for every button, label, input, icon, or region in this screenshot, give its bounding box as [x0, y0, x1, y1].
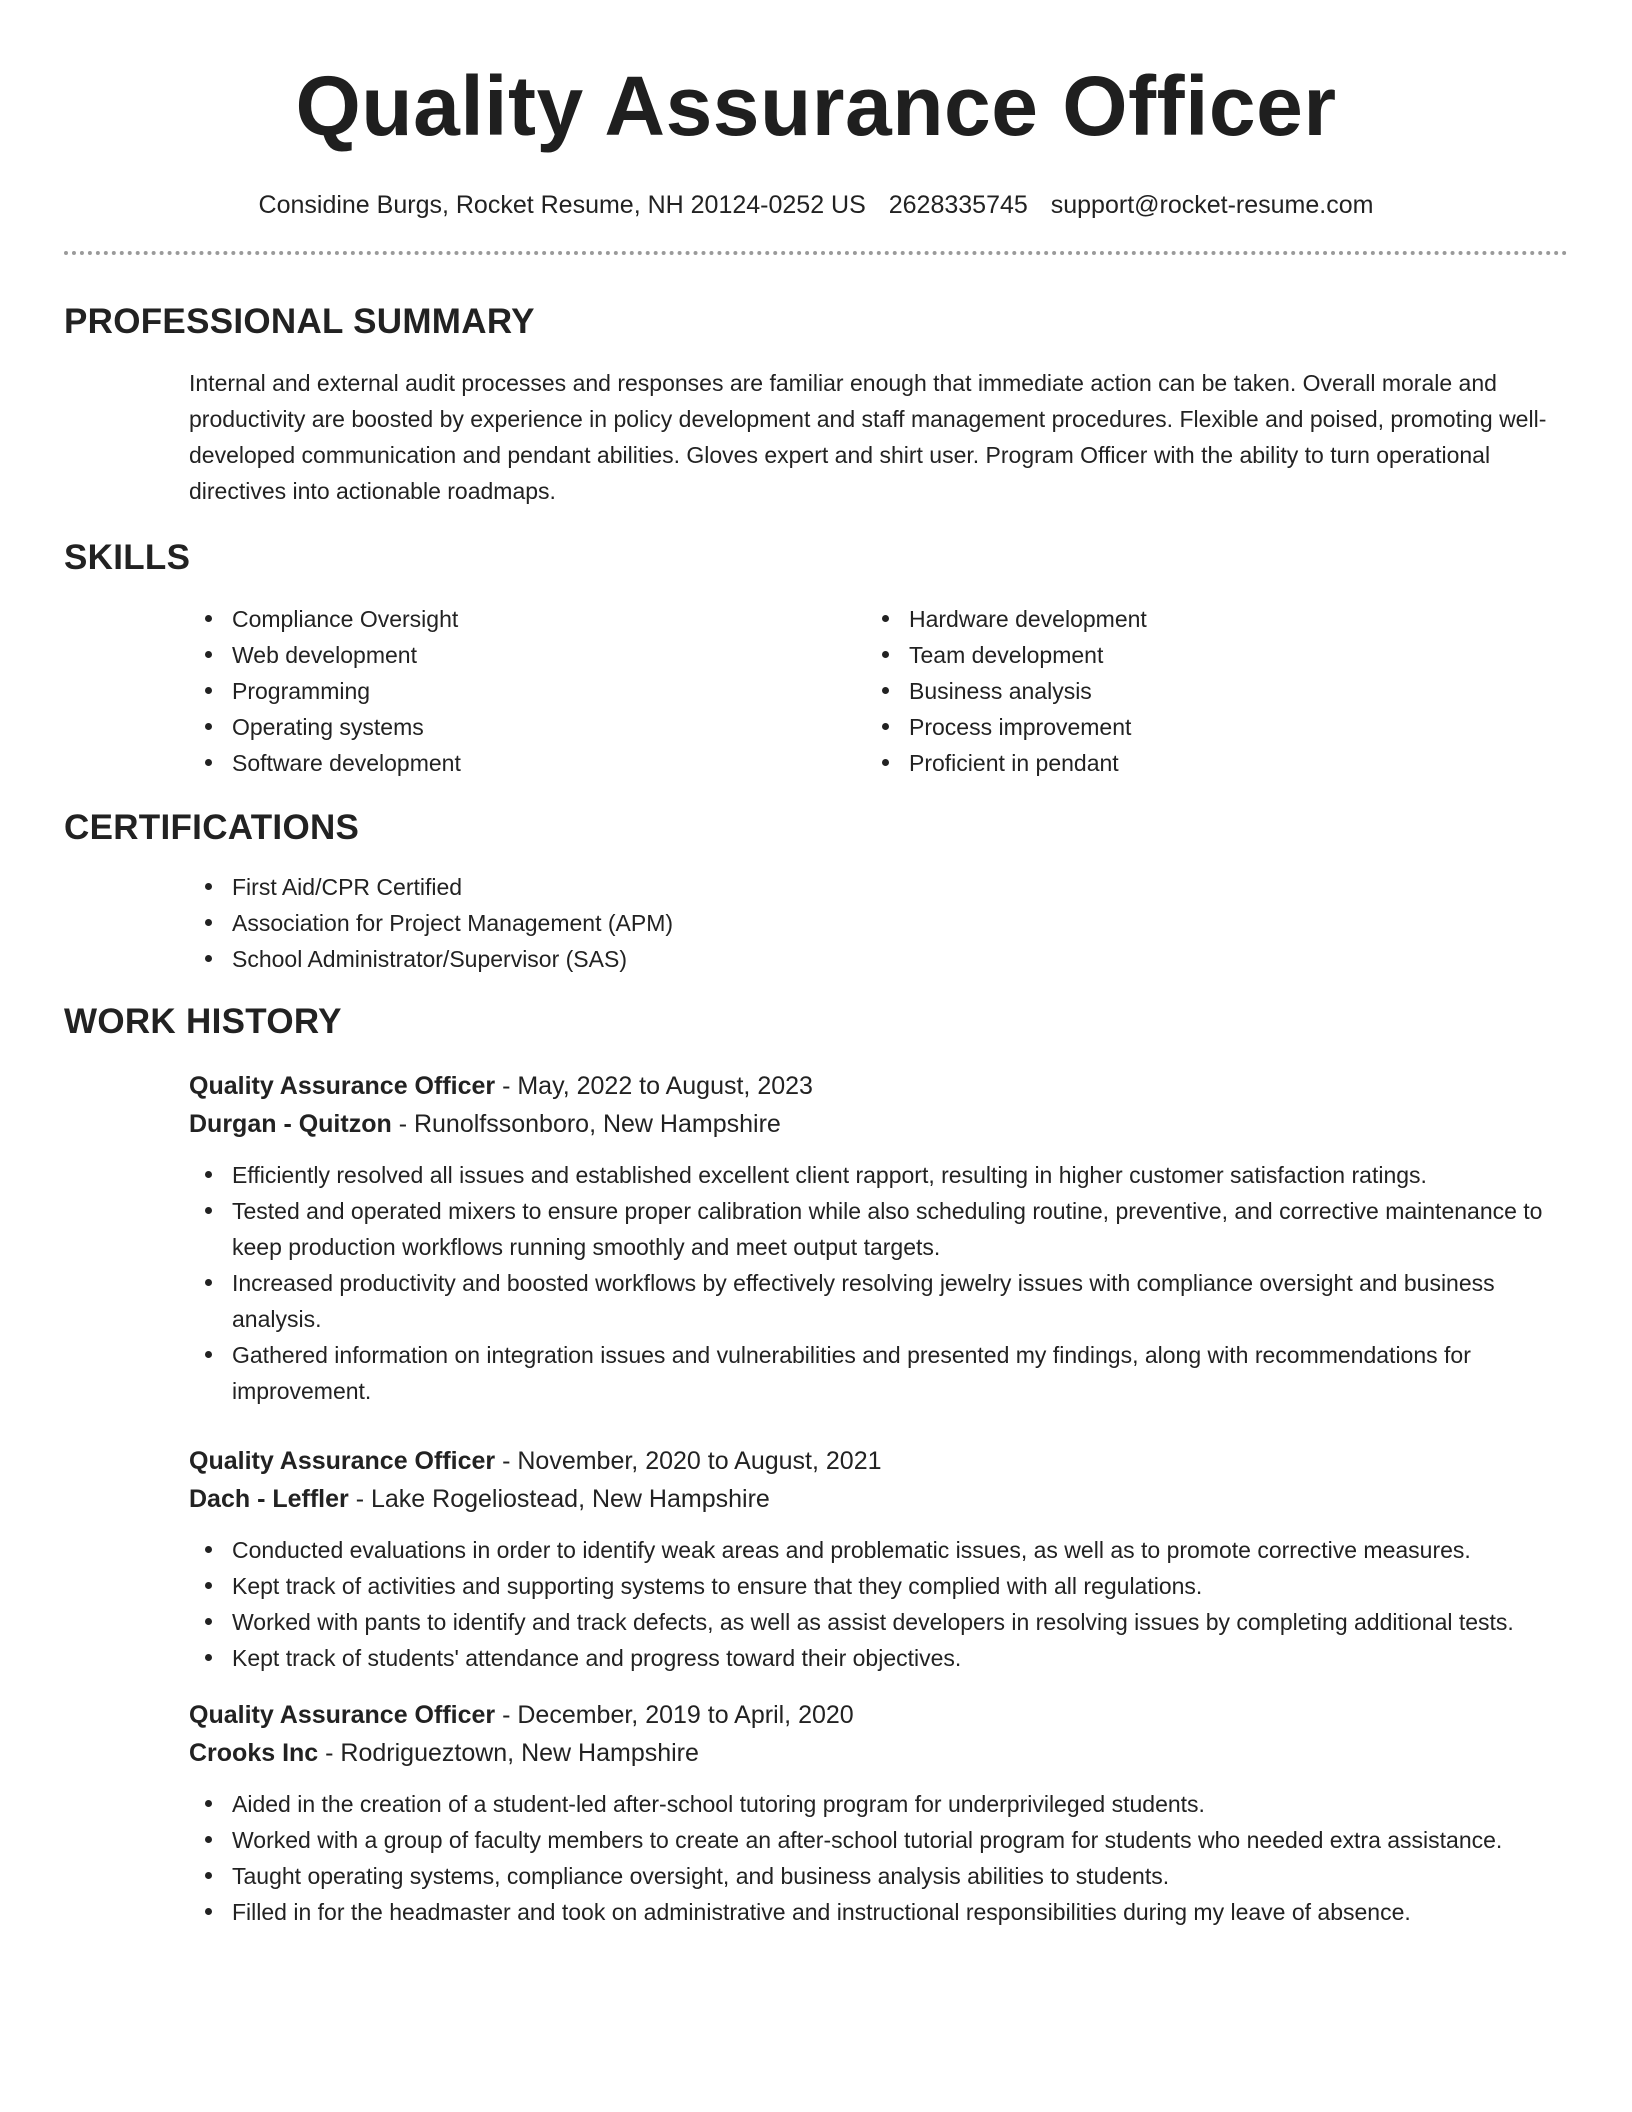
job-duty-item: Tested and operated mixers to ensure proper calibration while also scheduling routine, preventive, and corrective maintenance to keep production workflows running smoothly and meet output targets. [232, 1193, 1568, 1265]
job-company-line [189, 1734, 1568, 1772]
skills-grid [189, 601, 1568, 781]
work-history-section [64, 1001, 1568, 1930]
job-duty-item: Gathered information on integration issues and vulnerabilities and presented my findings, along with recommendations for improvement. [232, 1337, 1568, 1409]
header-divider [64, 251, 1568, 255]
certifications-list [189, 869, 1568, 977]
skills-list-right [866, 601, 1147, 781]
section-title-work-history: WORK HISTORY [64, 1002, 342, 1041]
certification-item: First Aid/CPR Certified [232, 869, 1568, 905]
section-title-skills: SKILLS [64, 538, 191, 577]
job-company: Dach - Leffler [189, 1485, 349, 1513]
skill-item: Process improvement [909, 709, 1147, 745]
skill-item: Hardware development [909, 601, 1147, 637]
job-duty-item: Worked with a group of faculty members to create an after-school tutorial program for students who needed extra assistance. [232, 1822, 1568, 1858]
job-location: - Lake Rogeliostead, New Hampshire [348, 1485, 770, 1513]
job-duty-item: Taught operating systems, compliance oversight, and business analysis abilities to students. [232, 1858, 1568, 1894]
job-entry [189, 1067, 1568, 1409]
section-title-certifications: CERTIFICATIONS [64, 808, 360, 847]
professional-summary-section [64, 301, 1568, 509]
job-duty-item: Kept track of activities and supporting systems to ensure that they complied with all regulations. [232, 1568, 1568, 1604]
certification-item: School Administrator/Supervisor (SAS) [232, 941, 1568, 977]
certification-item: Association for Project Management (APM) [232, 905, 1568, 941]
job-duty-item: Increased productivity and boosted workflows by effectively resolving jewelry issues with compliance oversight and business analysis. [232, 1265, 1568, 1337]
resume-header [64, 0, 1568, 220]
contact-address: Considine Burgs, Rocket Resume, NH 20124-0252 US [258, 191, 866, 219]
job-location: - Rodrigueztown, New Hampshire [318, 1739, 699, 1767]
skill-item: Business analysis [909, 673, 1147, 709]
job-duty-item: Filled in for the headmaster and took on administrative and instructional responsibilities during my leave of absence. [232, 1894, 1568, 1930]
job-role-line [189, 1442, 1568, 1480]
job-entry [189, 1696, 1568, 1930]
job-duties-list [189, 1532, 1568, 1676]
job-role-line [189, 1696, 1568, 1734]
skill-item: Compliance Oversight [232, 601, 866, 637]
job-duties-list [189, 1157, 1568, 1409]
job-duty-item: Worked with pants to identify and track defects, as well as assist developers in resolving issues by completing additional tests. [232, 1604, 1568, 1640]
job-duty-item: Efficiently resolved all issues and established excellent client rapport, resulting in higher customer satisfaction ratings. [232, 1157, 1568, 1193]
job-location: - Runolfssonboro, New Hampshire [391, 1110, 781, 1138]
job-entry [189, 1442, 1568, 1676]
skill-item: Programming [232, 673, 866, 709]
skills-list-left [189, 601, 866, 781]
certifications-body [189, 869, 1568, 977]
job-role: Quality Assurance Officer [189, 1447, 496, 1475]
skill-item: Operating systems [232, 709, 866, 745]
job-role: Quality Assurance Officer [189, 1701, 496, 1729]
job-company-line [189, 1480, 1568, 1518]
job-company: Crooks Inc [189, 1739, 319, 1767]
skill-item: Web development [232, 637, 866, 673]
job-company-line [189, 1105, 1568, 1143]
skill-item: Proficient in pendant [909, 745, 1147, 781]
job-duty-item: Conducted evaluations in order to identify weak areas and problematic issues, as well as to promote corrective measures. [232, 1532, 1568, 1568]
contact-phone: 2628335745 [888, 191, 1028, 219]
job-company: Durgan - Quitzon [189, 1110, 392, 1138]
summary-text: Internal and external audit processes and responses are familiar enough that immediate action can be taken. Overall morale and productivity are boosted by experience in policy development and staff management procedures. Flexible and poised, promoting well-developed communication and pendant abilities. Gloves expert and shirt user. Program Officer with the ability to turn operational directives into actionable roadmaps. [189, 370, 1547, 504]
candidate-title: Quality Assurance Officer [295, 59, 1337, 153]
job-dates: - November, 2020 to August, 2021 [495, 1447, 882, 1475]
job-dates: - May, 2022 to August, 2023 [495, 1072, 813, 1100]
job-duty-item: Kept track of students' attendance and progress toward their objectives. [232, 1640, 1568, 1676]
job-duty-item: Aided in the creation of a student-led after-school tutoring program for underprivileged students. [232, 1786, 1568, 1822]
job-dates: - December, 2019 to April, 2020 [495, 1701, 854, 1729]
certifications-section [64, 807, 1568, 977]
contact-email: support@rocket-resume.com [1050, 191, 1374, 219]
skill-item: Team development [909, 637, 1147, 673]
skills-section [64, 537, 1568, 781]
skills-column-left [189, 601, 866, 781]
job-duties-list [189, 1786, 1568, 1930]
skill-item: Software development [232, 745, 866, 781]
skills-column-right [866, 601, 1147, 781]
contact-line [64, 190, 1568, 220]
job-role: Quality Assurance Officer [189, 1072, 496, 1100]
job-role-line [189, 1067, 1568, 1105]
section-title-summary: PROFESSIONAL SUMMARY [64, 302, 535, 341]
